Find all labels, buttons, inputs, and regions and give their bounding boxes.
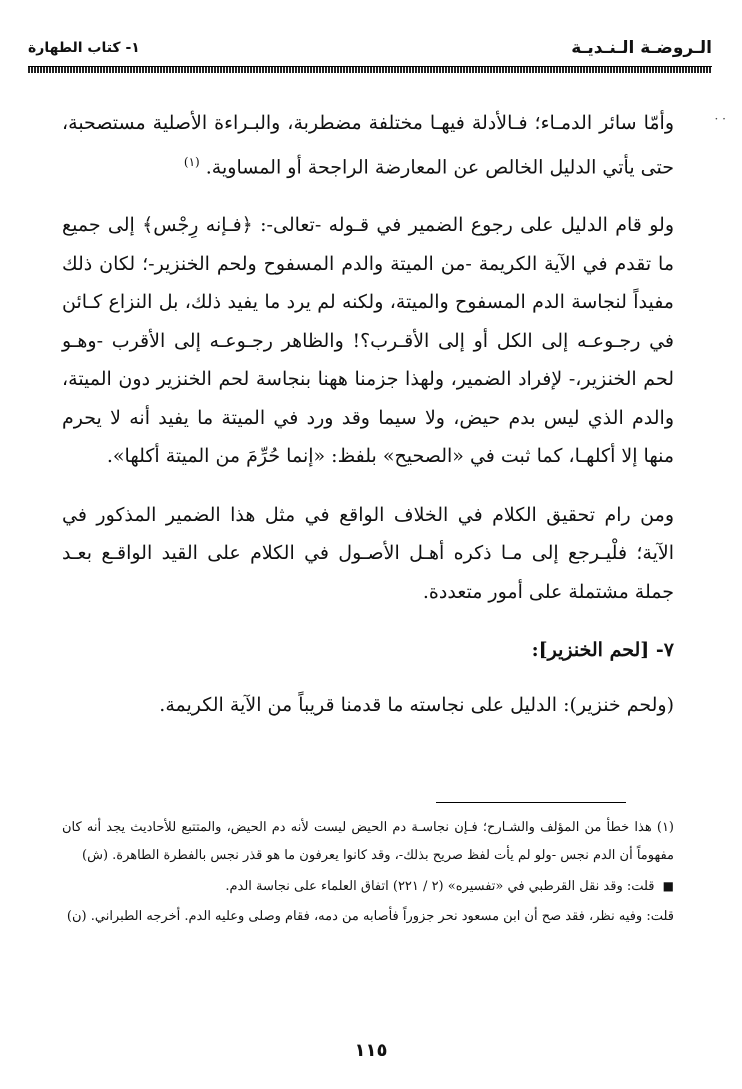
black-square-icon: ■ xyxy=(662,879,674,893)
header-divider xyxy=(28,66,712,73)
footnote-divider xyxy=(436,802,626,803)
footnotes xyxy=(62,814,674,933)
paragraph-1-text: وأمّا سائر الدمـاء؛ فـالأدلة فيهـا مختلفة مضطربة، والبـراءة الأصلية مستصحبة، حتى يأتي الدليل الخالص عن المعارضة الراجحة أو المساوية. xyxy=(62,112,674,178)
paragraph-2 xyxy=(62,206,674,476)
note-2-text: قلت: وقد نقل القرطبي في «تفسيره» (٢ / ٢٢١) اتفاق العلماء على نجاسة الدم. xyxy=(225,879,655,894)
paragraph-3 xyxy=(62,496,674,612)
paragraph-2-text: ولو قام الدليل على رجوع الضمير في قـوله -تعالى-: ﴿فـإنه رِجْس﴾ إلى جميع ما تقدم في الآية الكريمة -من الميتة والدم المسفوح ولحم الخنزير-؛ لكان ذلك مفيداً لنجاسة الدم المسفوح والميتة، ولكنه لم يرد ما يفيد ذلك، بل النزاع كـائن في رجـوعـه إلى الكل أو إلى الأقـرب؟! والظاهر رجـوعـه إلى الأقرب -وهـو لحم الخنزير،- لإفراد الضمير، ولهذا جزمنا ههنا بنجاسة لحم الخنزير دون الميتة، والدم الذي ليس بدم حيض، ولا سيما وقد ورد في الميتة ما يفيد أنه لا يحرم منها إلا أكلهـا، كما ثبت في «الصحيح» بلفظ: «إنما حُرِّمَ من الميتة أكلها». xyxy=(62,214,674,468)
margin-dots: · · xyxy=(714,112,726,126)
section-heading-7: ٧- [لحم الخنزير]: xyxy=(531,639,674,662)
paragraph-4-text: (ولحم خنزير): الدليل على نجاسته ما قدمنا قريباً من الآية الكريمة. xyxy=(159,693,674,716)
paragraph-1 xyxy=(62,104,674,186)
book-title: الـروضـة الـنـديـة xyxy=(571,38,712,58)
note-3: قلت: وفيه نظر، فقد صح أن ابن مسعود نحر جزوراً فأصابه من دمه، فقام وصلى وعليه الدم. أخرجه الطبراني. (ن) xyxy=(66,909,674,924)
running-header xyxy=(28,38,712,64)
paragraph-4 xyxy=(62,686,674,725)
paragraph-3-text: ومن رام تحقيق الكلام في الخلاف الواقع في مثل هذا الضمير المذكور في الآية؛ فلْيـرجع إلى مـا ذكره أهـل الأصـول في الكلام على القيد الواقـع بعـد جملة مشتملة على أمور متعددة. xyxy=(62,503,674,603)
page-number: ١١٥ xyxy=(354,1040,388,1061)
footnote-ref-1: (١) xyxy=(183,154,200,169)
footnote-1: (١) هذا خطأ من المؤلف والشـارح؛ فـإن نجاسـة دم الحيض ليست لأنه دم الحيض، والمتتبع للأحاديث يجد أنه كان مفهوماً أن الدم نجس -ولو لم يأت لفظ صريح بذلك-، وقد كانوا يعرفون ما هو قذر نجس بالفطرة الطاهرة. (ش) xyxy=(62,820,674,863)
main-text xyxy=(62,104,674,744)
note-2 xyxy=(62,872,674,901)
chapter-title: ١- كتاب الطهارة xyxy=(28,40,140,56)
